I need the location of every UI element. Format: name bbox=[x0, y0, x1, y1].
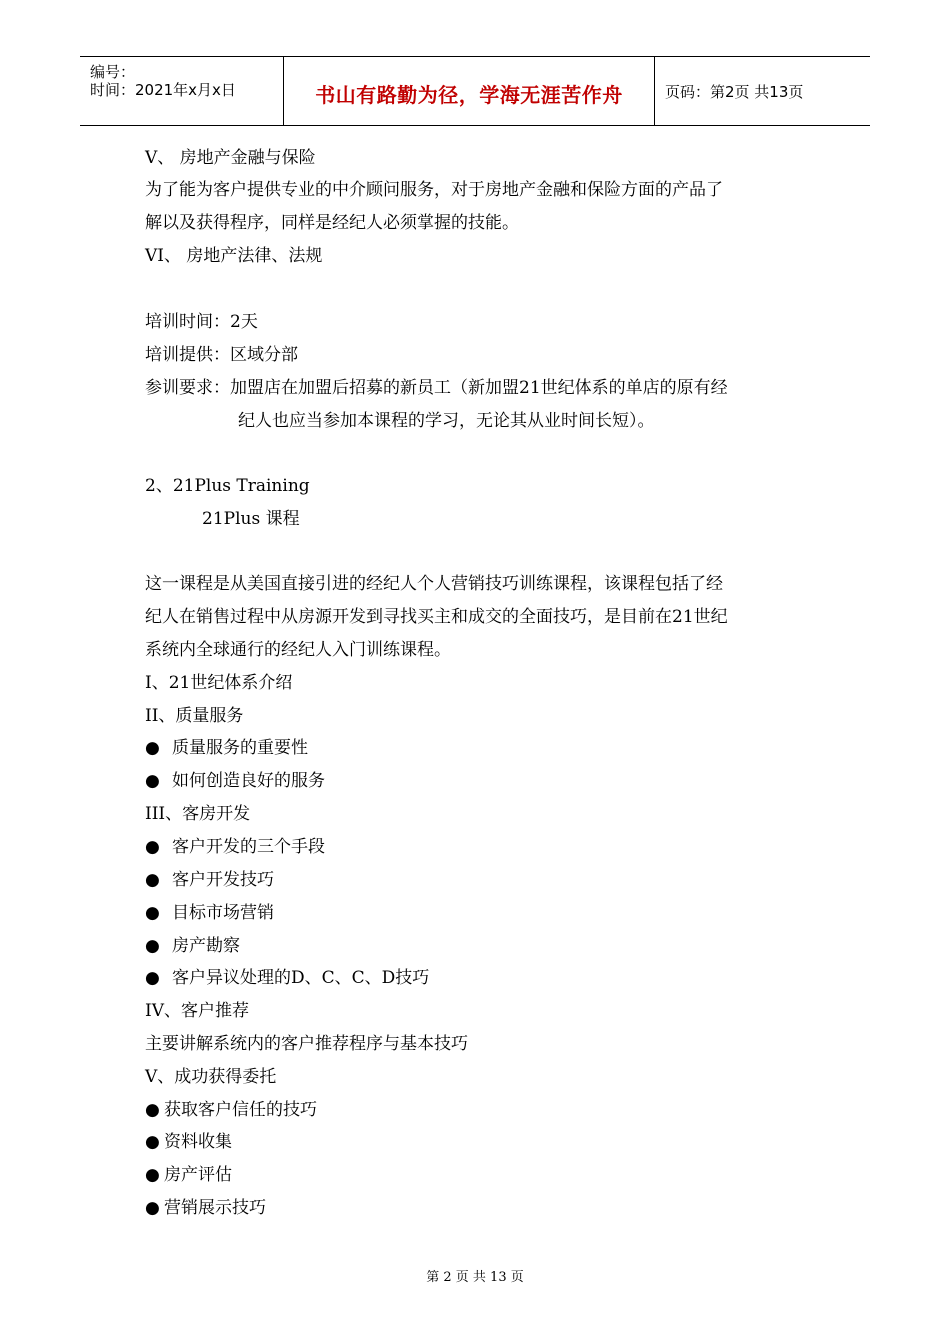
bullet-icon: ● bbox=[145, 903, 160, 923]
list-item-text: 如何创造良好的服务 bbox=[172, 771, 325, 791]
bullet-icon: ● bbox=[145, 1100, 160, 1120]
bullet-icon: ● bbox=[145, 968, 160, 988]
list-item bbox=[145, 897, 274, 930]
bullet-icon: ● bbox=[145, 936, 160, 956]
bullet-icon: ● bbox=[145, 1132, 160, 1152]
module-heading: IV、客户推荐 bbox=[145, 1001, 249, 1021]
training-time: 培训时间：2天 bbox=[145, 312, 258, 332]
paragraph-line: 为了能为客户提供专业的中介顾问服务，对于房地产金融和保险方面的产品了 bbox=[145, 180, 723, 200]
list-item bbox=[145, 962, 429, 995]
header-meta bbox=[80, 57, 283, 125]
list-item-text: 客户异议处理的D、C、C、D技巧 bbox=[172, 968, 430, 988]
bullet-icon: ● bbox=[145, 771, 160, 791]
list-item-text: 目标市场营销 bbox=[172, 903, 274, 923]
list-item bbox=[145, 864, 274, 897]
section-heading: V、 房地产金融与保险 bbox=[145, 148, 316, 168]
list-item-text: 房产勘察 bbox=[172, 936, 240, 956]
list-item-text: 营销展示技巧 bbox=[164, 1198, 266, 1218]
list-item-text: 房产评估 bbox=[164, 1165, 232, 1185]
paragraph-line: 这一课程是从美国直接引进的经纪人个人营销技巧训练课程，该课程包括了经 bbox=[145, 574, 723, 594]
module-heading: III、客房开发 bbox=[145, 804, 251, 824]
list-item-text: 资料收集 bbox=[164, 1132, 232, 1152]
header-motto-cell bbox=[283, 57, 655, 125]
paragraph-line: 主要讲解系统内的客户推荐程序与基本技巧 bbox=[145, 1034, 468, 1054]
training-requirement: 参训要求：加盟店在加盟后招募的新员工（新加盟21世纪体系的单店的原有经 bbox=[145, 378, 728, 398]
page-header bbox=[80, 56, 870, 126]
module-heading: V、成功获得委托 bbox=[145, 1067, 277, 1087]
list-item bbox=[145, 930, 240, 963]
list-item bbox=[145, 1159, 232, 1192]
list-item-text: 客户开发的三个手段 bbox=[172, 837, 325, 857]
bullet-icon: ● bbox=[145, 1165, 160, 1185]
list-item-text: 客户开发技巧 bbox=[172, 870, 274, 890]
module-heading: I、21世纪体系介绍 bbox=[145, 673, 293, 693]
bullet-icon: ● bbox=[145, 738, 160, 758]
header-page-cell bbox=[655, 57, 870, 125]
course-heading: 2、21Plus Training bbox=[145, 476, 310, 496]
training-requirement-cont: 纪人也应当参加本课程的学习，无论其从业时间长短）。 bbox=[238, 411, 655, 431]
module-heading: II、质量服务 bbox=[145, 706, 244, 726]
list-item bbox=[145, 1094, 317, 1127]
paragraph-line: 解以及获得程序，同样是经纪人必须掌握的技能。 bbox=[145, 213, 519, 233]
page-footer: 第 2 页 共 13 页 bbox=[426, 1270, 524, 1285]
paragraph-line: 纪人在销售过程中从房源开发到寻找买主和成交的全面技巧，是目前在21世纪 bbox=[145, 607, 728, 627]
course-subheading: 21Plus 课程 bbox=[202, 509, 300, 529]
list-item bbox=[145, 831, 325, 864]
list-item-text: 质量服务的重要性 bbox=[172, 738, 308, 758]
paragraph-line: 系统内全球通行的经纪人入门训练课程。 bbox=[145, 640, 451, 660]
bullet-icon: ● bbox=[145, 1198, 160, 1218]
doc-time-label: 时间：2021年x月x日 bbox=[90, 81, 236, 99]
header-page-number: 页码：第2页 共13页 bbox=[665, 83, 804, 101]
list-item bbox=[145, 1192, 266, 1225]
bullet-icon: ● bbox=[145, 837, 160, 857]
list-item-text: 获取客户信任的技巧 bbox=[164, 1100, 317, 1120]
header-motto: 书山有路勤为径，学海无涯苦作舟 bbox=[315, 83, 623, 107]
doc-number-label: 编号： bbox=[90, 63, 136, 81]
bullet-icon: ● bbox=[145, 870, 160, 890]
list-item bbox=[145, 765, 325, 798]
section-heading: VI、 房地产法律、法规 bbox=[145, 246, 323, 266]
training-provider: 培训提供：区域分部 bbox=[145, 345, 298, 365]
list-item bbox=[145, 732, 308, 765]
list-item bbox=[145, 1126, 232, 1159]
